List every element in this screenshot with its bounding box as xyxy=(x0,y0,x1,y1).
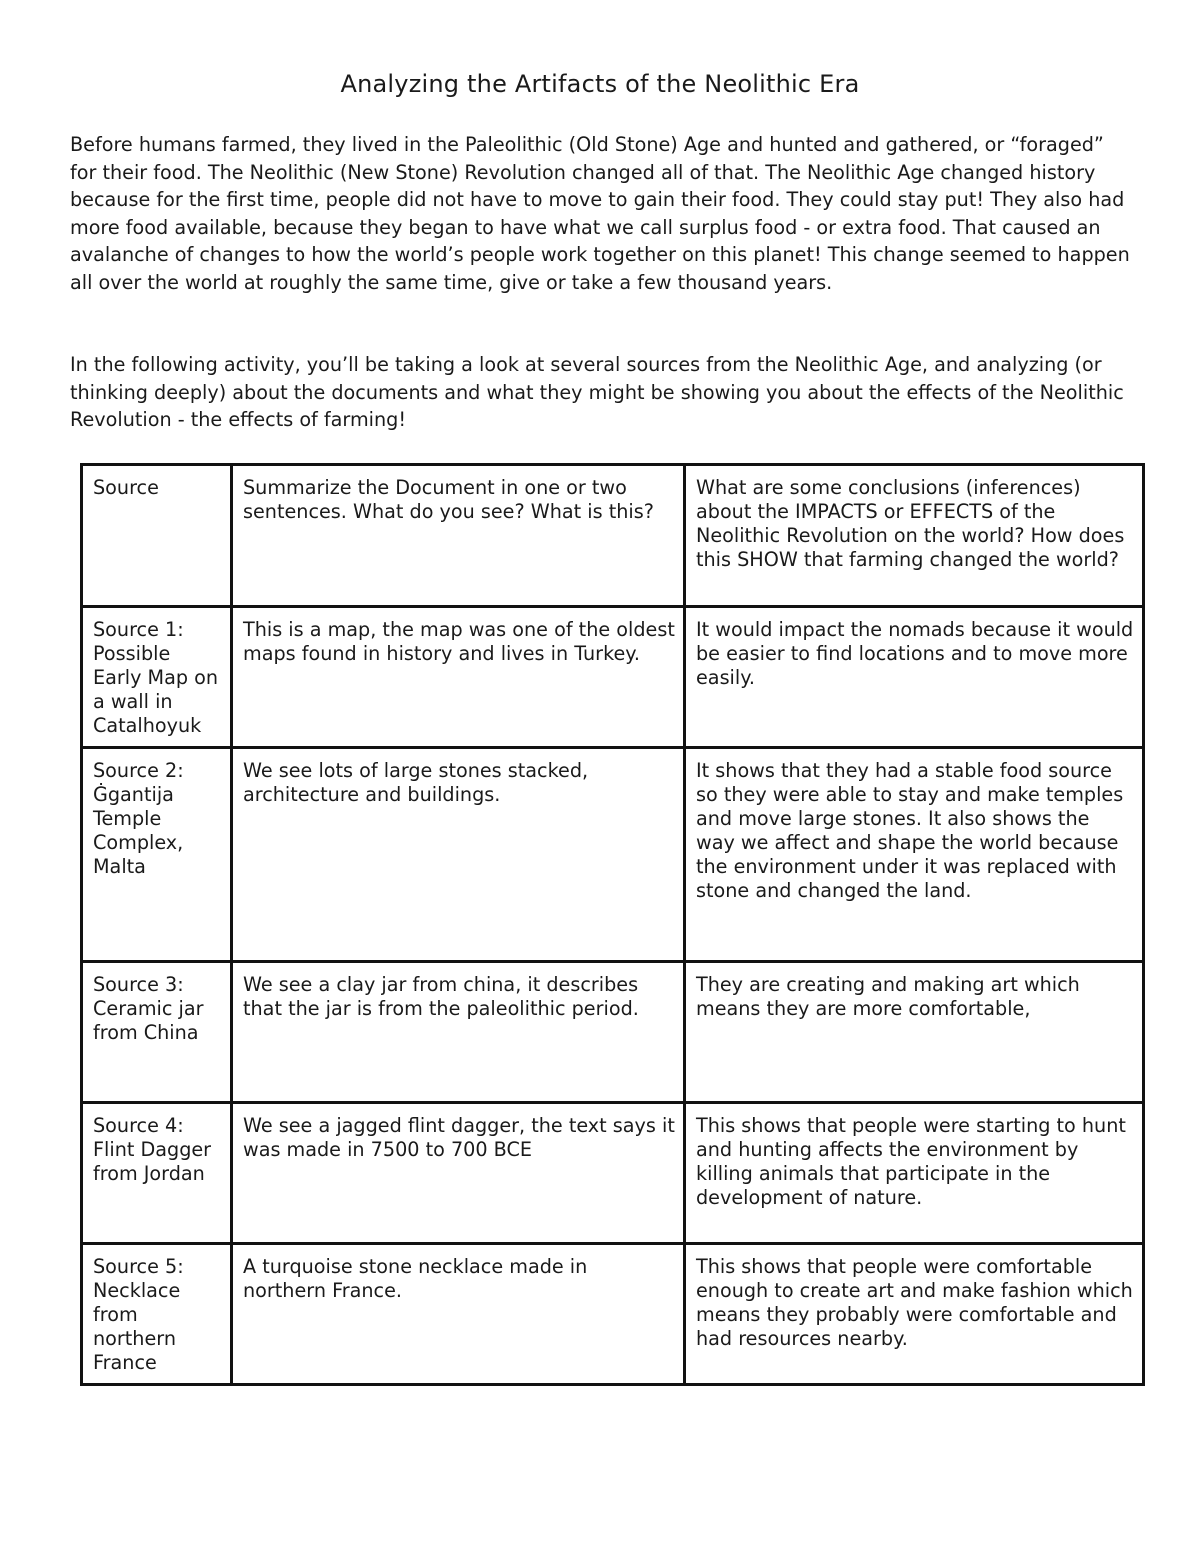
summary-cell: We see a clay jar from china, it describes that the jar is from the paleolithic period. xyxy=(232,962,685,1103)
header-source: Source xyxy=(82,465,232,607)
conclusion-cell: This shows that people were comfortable enough to create art and make fashion which means they probably were comfortable and had resources nearby. xyxy=(685,1244,1144,1385)
summary-cell: We see a jagged flint dagger, the text says it was made in 7500 to 700 BCE xyxy=(232,1103,685,1244)
header-summary: Summarize the Document in one or two sentences. What do you see? What is this? xyxy=(232,465,685,607)
summary-cell: This is a map, the map was one of the oldest maps found in history and lives in Turkey. xyxy=(232,607,685,748)
summary-cell: We see lots of large stones stacked, architecture and buildings. xyxy=(232,748,685,962)
table-row xyxy=(82,607,1144,748)
source-cell: Source 3: Ceramic jar from China xyxy=(82,962,232,1103)
artifacts-table xyxy=(80,463,1145,1386)
conclusion-cell: It shows that they had a stable food source so they were able to stay and make temples and move large stones. It also shows the way we affect and shape the world because the environment under it was replaced with stone and changed the land. xyxy=(685,748,1144,962)
header-conclusion: What are some conclusions (inferences) about the IMPACTS or EFFECTS of the Neolithic Revolution on the world? How does this SHOW that farming changed the world? xyxy=(685,465,1144,607)
activity-paragraph: In the following activity, you’ll be taking a look at several sources from the Neolithic Age, and analyzing (or thinking deeply) about the documents and what they might be showing you about the effects of the Neolithic Revolution - the effects of farming! xyxy=(70,353,1124,431)
page-title: Analyzing the Artifacts of the Neolithic Era xyxy=(340,70,860,98)
table-header-row xyxy=(82,465,1144,607)
source-cell: Source 2: Ġgantija Temple Complex, Malta xyxy=(82,748,232,962)
source-cell: Source 4: Flint Dagger from Jordan xyxy=(82,1103,232,1244)
table-row xyxy=(82,748,1144,962)
intro-paragraph: Before humans farmed, they lived in the Paleolithic (Old Stone) Age and hunted and gathered, or “foraged” for their food. The Neolithic (New Stone) Revolution changed all of that. The Neolithic Age changed history because for the first time, people did not have to move to gain their food. They could stay put! They also had more food available, because they began to have what we call surplus food - or extra food. That caused an avalanche of changes to how the world’s people work together on this planet! This change seemed to happen all over the world at roughly the same time, give or take a few thousand years. xyxy=(70,133,1130,294)
conclusion-cell: This shows that people were starting to hunt and hunting affects the environment by killing animals that participate in the development of nature. xyxy=(685,1103,1144,1244)
source-cell: Source 1: Possible Early Map on a wall in Catalhoyuk xyxy=(82,607,232,748)
table-row xyxy=(82,962,1144,1103)
table-row xyxy=(82,1244,1144,1385)
table-row xyxy=(82,1103,1144,1244)
conclusion-cell: It would impact the nomads because it would be easier to find locations and to move more easily. xyxy=(685,607,1144,748)
summary-cell: A turquoise stone necklace made in northern France. xyxy=(232,1244,685,1385)
conclusion-cell: They are creating and making art which means they are more comfortable, xyxy=(685,962,1144,1103)
source-cell: Source 5: Necklace from northern France xyxy=(82,1244,232,1385)
